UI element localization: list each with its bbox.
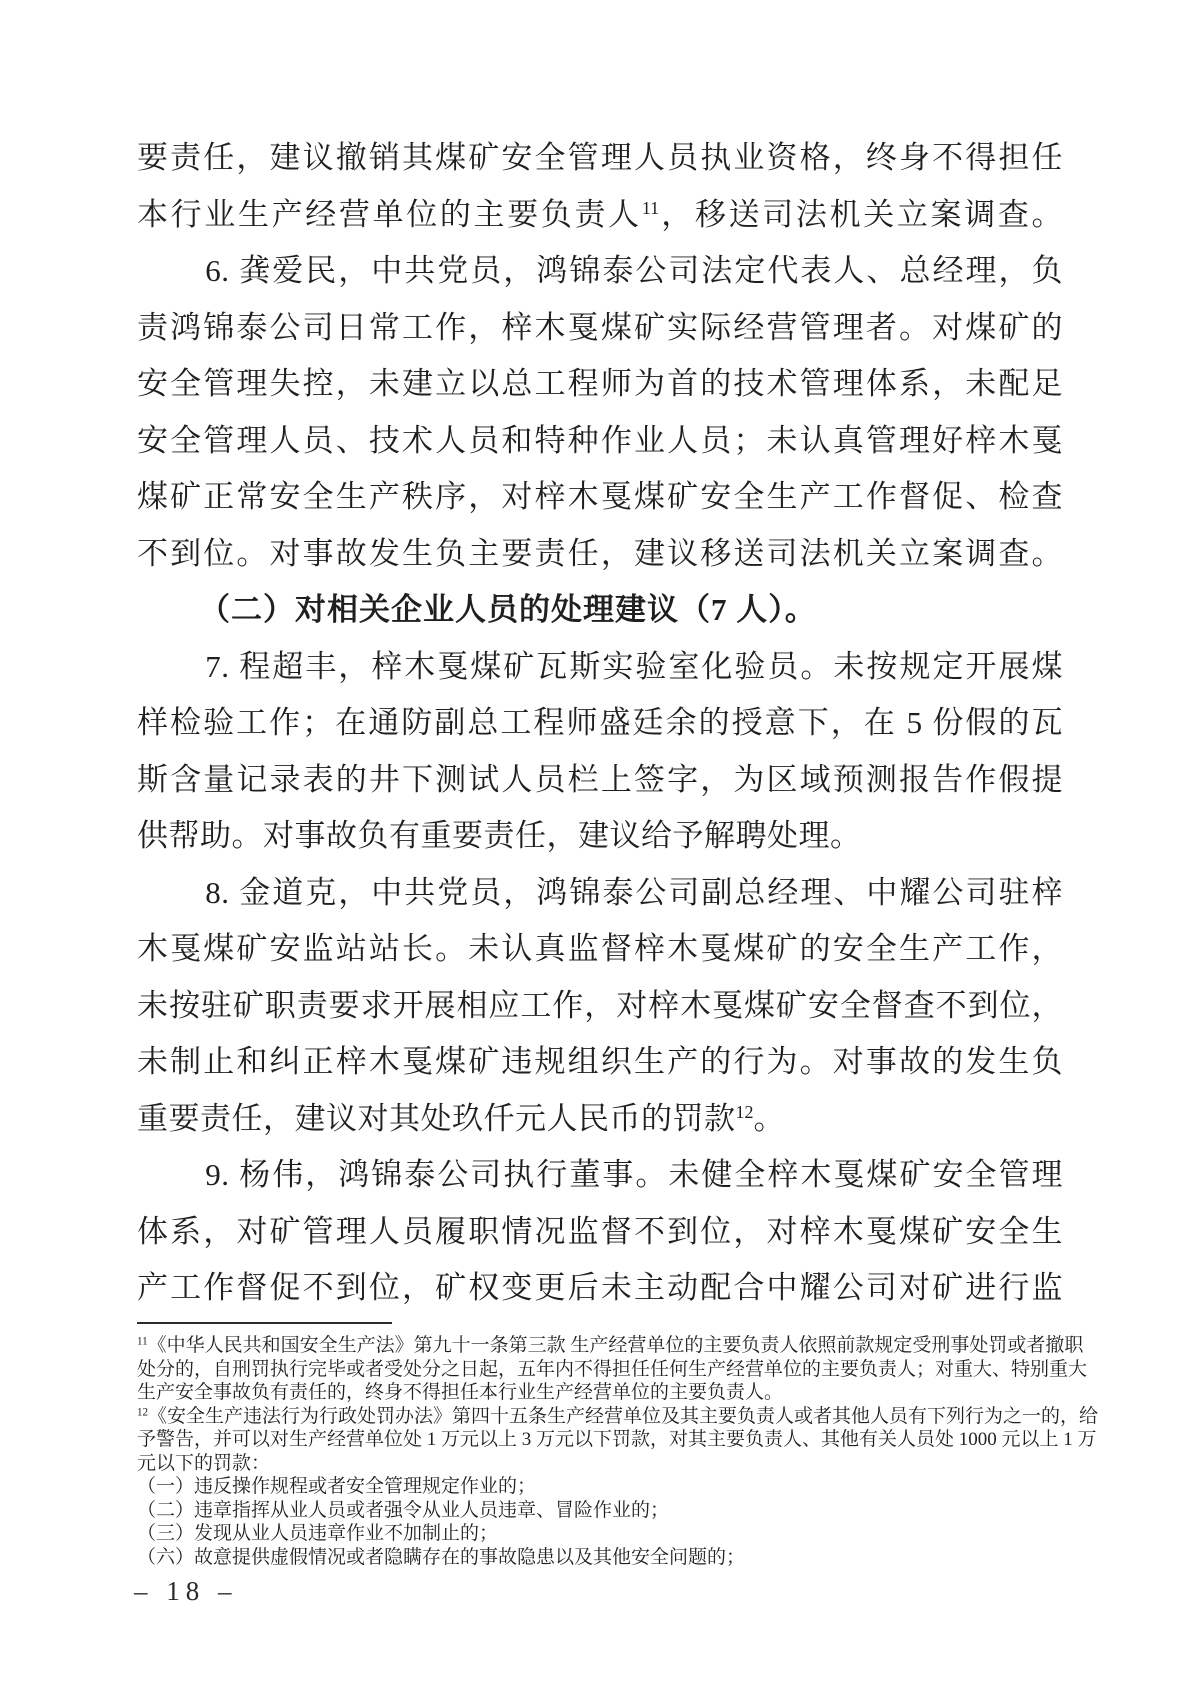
footnote-list-item: （三）发现从业人员违章作业不加制止的；: [137, 1523, 499, 1544]
body-line: 7. 程超丰，梓木戛煤矿瓦斯实验室化验员。未按规定开展煤: [205, 648, 1063, 684]
body-line: 木戛煤矿安监站站长。未认真监督梓木戛煤矿的安全生产工作，: [137, 931, 1063, 966]
body-line: 责鸿锦泰公司日常工作，梓木戛煤矿实际经营管理者。对煤矿的: [137, 309, 1063, 345]
body-line: 样检验工作；在通防副总工程师盛廷余的授意下，在 5 份假的瓦: [137, 705, 1063, 740]
page-number: – 18 –: [134, 1576, 238, 1606]
body-text: [137, 130, 1063, 1317]
body-line-text: 重要责任，建议对其处玖仟元人民币的罚款: [137, 1100, 736, 1136]
footnote-list-item: （二）违章指挥从业人员或者强令从业人员违章、冒险作业的；: [137, 1499, 670, 1521]
body-line: 体系，对矿管理人员履职情况监督不到位，对梓木戛煤矿安全生: [137, 1213, 1063, 1249]
section-heading: （二）对相关企业人员的处理建议（7 人）。: [199, 592, 817, 627]
footnote-list-item: （一）违反操作规程或者安全管理规定作业的；: [137, 1476, 537, 1497]
body-line-text: 本行业生产经营单位的主要负责人: [137, 196, 642, 232]
footnote-separator: [137, 1322, 392, 1324]
footnote-line: 元以下的罚款：: [137, 1452, 271, 1474]
body-line: 安全管理失控，未建立以总工程师为首的技术管理体系，未配足: [137, 366, 1063, 401]
body-line: 安全管理人员、技术人员和特种作业人员；未认真管理好梓木戛: [137, 422, 1063, 458]
body-line: 供帮助。对事故负有重要责任，建议给予解聘处理。: [137, 818, 862, 853]
footnote-text: 《中华人民共和国安全生产法》第九十一条第三款 生产经营单位的主要负责人依照前款规定受刑事处罚或者撤职: [147, 1335, 1084, 1356]
footnotes: [137, 1334, 1099, 1569]
body-line: 产工作督促不到位，矿权变更后未主动配合中耀公司对矿进行监: [137, 1270, 1063, 1305]
body-line: 6. 龚爱民，中共党员，鸿锦泰公司法定代表人、总经理，负: [205, 253, 1063, 288]
body-line: 未制止和纠正梓木戛煤矿违规组织生产的行为。对事故的发生负: [137, 1044, 1063, 1079]
body-line-text: 。: [753, 1100, 785, 1136]
footnote-ref-12: 12: [735, 1101, 754, 1122]
body-line: 8. 金道克，中共党员，鸿锦泰公司副总经理、中耀公司驻梓: [205, 874, 1063, 910]
footnote-ref-11: 11: [641, 197, 660, 218]
body-line: 煤矿正常安全生产秩序，对梓木戛煤矿安全生产工作督促、检查: [137, 479, 1063, 514]
body-line: 不到位。对事故发生负主要责任，建议移送司法机关立案调查。: [137, 535, 1063, 571]
footnote-line: 生产安全事故负有责任的，终身不得担任本行业生产经营单位的主要负责人。: [137, 1382, 784, 1403]
body-line: [137, 187, 1063, 244]
body-line: 未按驻矿职责要求开展相应工作，对梓木戛煤矿安全督查不到位，: [137, 987, 1063, 1023]
footnote-marker-11: 11: [137, 1335, 148, 1348]
footnote-line: [137, 1334, 1084, 1358]
footnote-list-item: （六）故意提供虚假情况或者隐瞒存在的事故隐患以及其他安全问题的；: [137, 1546, 746, 1568]
footnote-line: 处分的，自刑罚执行完毕或者受处分之日起，五年内不得担任任何生产经营单位的主要负责人；对重大、特别重大: [137, 1358, 1088, 1380]
footnote-line: 予警告，并可以对生产经营单位处 1 万元以上 3 万元以下罚款，对其主要负责人、其他有关人员处 1000 元以上 1 万: [137, 1429, 1097, 1450]
body-line-text: ，移送司法机关立案调查。: [659, 196, 1064, 232]
footnote-marker-12: 12: [137, 1405, 149, 1418]
body-line: 9. 杨伟，鸿锦泰公司执行董事。未健全梓木戛煤矿安全管理: [205, 1157, 1063, 1192]
body-line: 斯含量记录表的井下测试人员栏上签字，为区域预测报告作假提: [137, 761, 1063, 797]
footnote-line: [137, 1405, 1099, 1429]
footnote-text: 《安全生产违法行为行政处罚办法》第四十五条生产经营单位及其主要负责人或者其他人员有下列行为之一的，给: [148, 1405, 1099, 1427]
body-line: 要责任，建议撤销其煤矿安全管理人员执业资格，终身不得担任: [137, 140, 1063, 175]
body-line: [137, 1091, 1063, 1148]
